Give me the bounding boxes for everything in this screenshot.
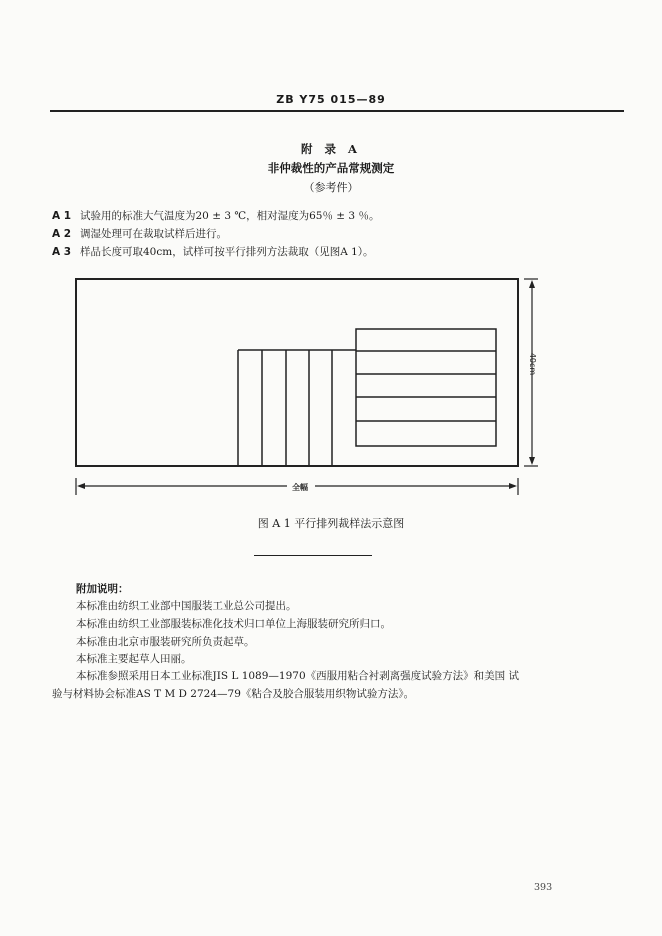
remark-line: 本标准参照采用日本工业标准JIS L 1089—1970《西服用粘合衬剥离强度试验方法》和美国 试 (76, 670, 519, 682)
remark-line: 本标准由纺织工业部中国服装工业总公司提出。 (76, 600, 297, 612)
clause-text: 调湿处理可在裁取试样后进行。 (80, 228, 227, 240)
horizontal-specimen-strips (356, 329, 496, 446)
remark-line: 本标准由北京市服装研究所负责起草。 (76, 636, 255, 648)
width-label: 全幅 (292, 483, 308, 492)
clause-number: A 3 (52, 246, 72, 258)
figure-caption: 图 A 1 平行排列裁样法示意图 (257, 517, 405, 530)
standard-code-header: ZB Y75 015—89 (276, 93, 386, 106)
clause-text: 试验用的标准大气温度为20 ± 3 ℃，相对湿度为65％ ± 3 ％。 (80, 210, 380, 222)
clause-number: A 1 (52, 210, 72, 222)
remark-line: 验与材料协会标准AS T M D 2724—79《粘合及胶合服装用织物试验方法》。 (52, 688, 415, 700)
appendix-note: （参考件） (303, 181, 359, 194)
remarks-title: 附加说明： (76, 583, 129, 595)
page-number: 393 (534, 882, 553, 893)
clause-text: 样品长度可取40cm，试样可按平行排列方法裁取（见图A 1）。 (80, 246, 374, 258)
vertical-specimen-strips (238, 350, 356, 466)
appendix-label: 附 录 A (301, 142, 361, 156)
clause-number: A 2 (52, 228, 72, 240)
length-label: 40cm (528, 352, 537, 376)
remark-line: 本标准主要起草人田丽。 (76, 653, 192, 665)
fabric-sample-outline (76, 279, 518, 466)
remark-line: 本标准由纺织工业部服装标准化技术归口单位上海服装研究所归口。 (76, 618, 391, 630)
section-divider (254, 555, 372, 556)
appendix-title: 非仲裁性的产品常规测定 (267, 161, 395, 175)
